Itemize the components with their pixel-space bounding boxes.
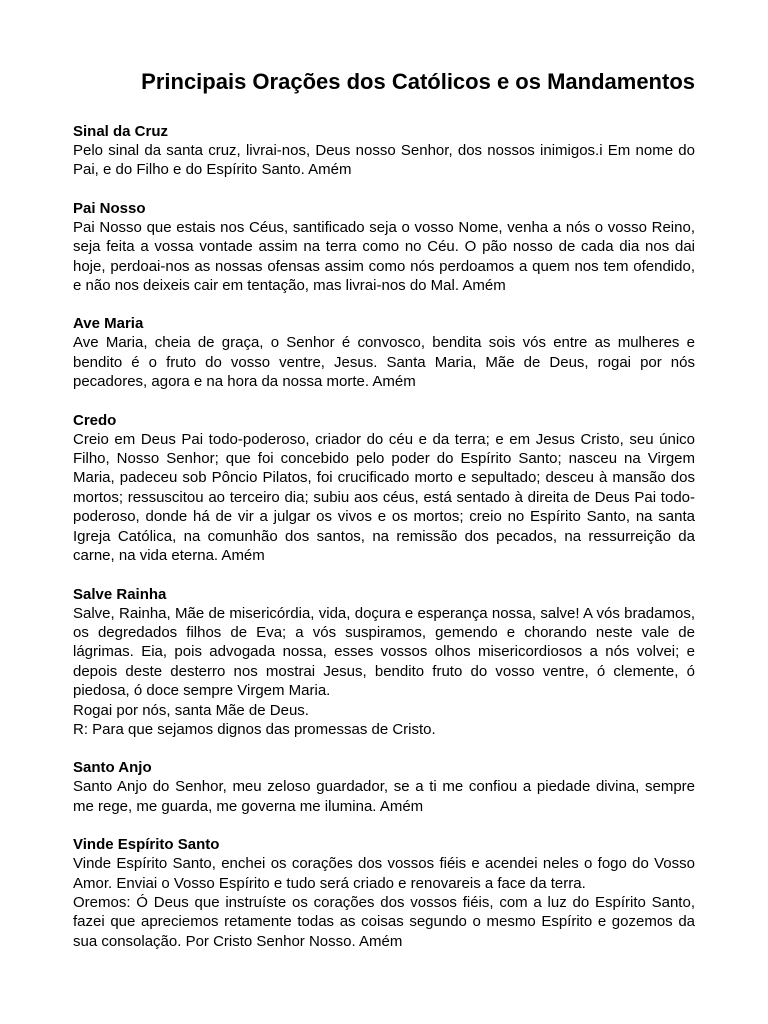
- section-heading: Santo Anjo: [73, 759, 152, 777]
- prayer-text: Pai Nosso que estais nos Céus, santificado seja o vosso Nome, venha a nós o vosso Reino, seja feita a vossa vontade assim na terra como no Céu. O pão nosso de cada dia nos dai hoje, perdoai-nos as nossas ofensas assim como nós perdoamos a quem nos tem ofendido, e não nos deixeis cair em tentação, mas livrai-nos do Mal. Amém: [73, 218, 695, 295]
- section-pai-nosso: [73, 199, 695, 296]
- prayer-text: Santo Anjo do Senhor, meu zeloso guardador, se a ti me confiou a piedade divina, sempre me rege, me guarda, me governa me ilumina. Amém: [73, 778, 695, 815]
- prayer-text: Vinde Espírito Santo, enchei os corações dos vossos fiéis e acendei neles o fogo do Vosso Amor. Enviai o Vosso Espírito e tudo será criado e renovareis a face da terra.: [73, 855, 695, 892]
- section-heading: Sinal da Cruz: [73, 123, 169, 140]
- prayer-text: Oremos: Ó Deus que instruíste os corações dos vossos fiéis, com a luz do Espírito Santo, fazei que apreciemos retamente todas as coisas segundo o mesmo Espírito e gozemos da sua consolação. Por Cristo Senhor Nosso. Amém: [73, 893, 695, 950]
- prayer-text: Creio em Deus Pai todo-poderoso, criador do céu e da terra; e em Jesus Cristo, seu único Filho, Nosso Senhor; que foi concebido pelo poder do Espírito Santo; nasceu na Virgem Maria, padeceu sob Pôncio Pilatos, foi crucificado morto e sepultado; desceu à mansão dos mortos; ressuscitou ao terceiro dia; subiu aos céus, está sentado à direita de Deus Pai todo-poderoso, donde há de vir a julgar os vivos e os mortos; creio no Espírito Santo, na santa Igreja Católica, na comunhão dos santos, na remissão dos pecados, na ressurreição da carne, na vida eterna. Amém: [73, 430, 695, 565]
- document-title: Principais Orações dos Católicos e os Mandamentos: [141, 69, 695, 94]
- prayer-text: Rogai por nós, santa Mãe de Deus.: [73, 701, 309, 719]
- section-heading: Vinde Espírito Santo: [73, 836, 220, 854]
- section-heading: Credo: [73, 411, 117, 429]
- prayer-text: Salve, Rainha, Mãe de misericórdia, vida, doçura e esperança nossa, salve! A vós bradamos, os degredados filhos de Eva; a vós suspiramos, gemendo e chorando neste vale de lágrimas. Eia, pois advogada nossa, esses vossos olhos misericordiosos a nós volvei; e depois deste desterro nos mostrai Jesus, bendito fruto do vosso ventre, ó clemente, ó piedosa, ó doce sempre Virgem Maria.: [73, 604, 695, 700]
- section-heading: Pai Nosso: [73, 199, 146, 217]
- section-sinal-da-cruz: [73, 122, 695, 180]
- section-credo: [73, 411, 695, 566]
- prayer-text: Ave Maria, cheia de graça, o Senhor é convosco, bendita sois vós entre as mulheres e bendito é o fruto do vosso ventre, Jesus. Santa Maria, Mãe de Deus, rogai por nós pecadores, agora e na hora da nossa morte. Amém: [73, 334, 695, 391]
- section-heading: Ave Maria: [73, 315, 144, 333]
- section-heading: Salve Rainha: [73, 585, 167, 603]
- section-santo-anjo: [73, 758, 695, 816]
- prayer-text: R: Para que sejamos dignos das promessas de Cristo.: [73, 720, 436, 738]
- section-ave-maria: [73, 314, 695, 391]
- document-page: [73, 68, 695, 970]
- section-vinde-espirito-santo: [73, 835, 695, 951]
- section-salve-rainha: [73, 585, 695, 740]
- prayer-text: Pelo sinal da santa cruz, livrai-nos, Deus nosso Senhor, dos nossos inimigos.i Em nome do Pai, e do Filho e do Espírito Santo. Amém: [73, 142, 695, 179]
